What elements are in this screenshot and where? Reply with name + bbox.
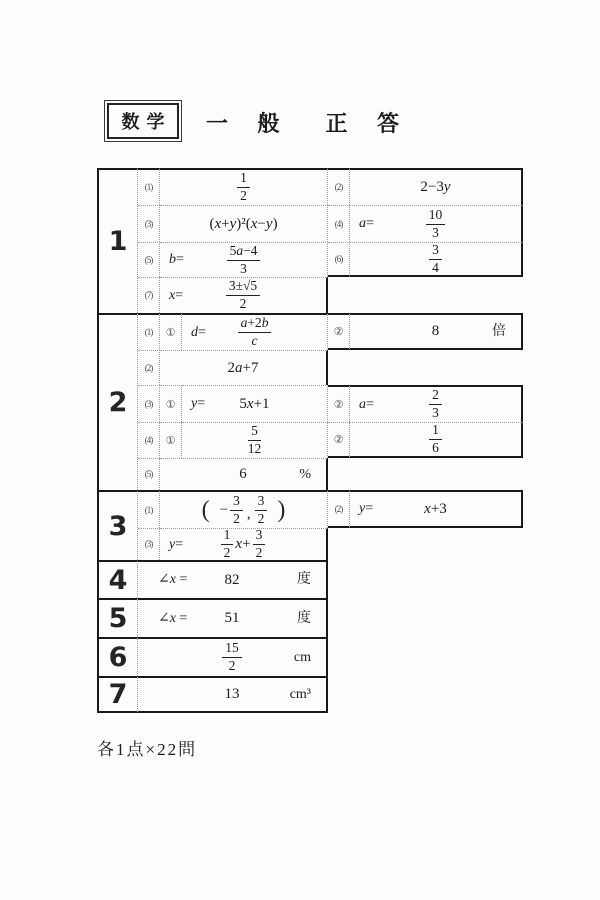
q3-3-frac2-num: 3 xyxy=(253,528,266,545)
q2-1-2-value: 8 xyxy=(431,323,440,339)
q4-value: 82 xyxy=(224,571,240,588)
q2-5-unit: % xyxy=(299,466,311,482)
q3-1-frac1-num: 3 xyxy=(230,494,243,511)
q1-6-no: (6) xyxy=(328,242,350,277)
q1-1-frac-den: 2 xyxy=(240,188,247,203)
q1-7-frac-den: 2 xyxy=(239,296,247,311)
q2-1-2-circled: ② xyxy=(328,313,350,350)
q3-2-no: (2) xyxy=(328,490,350,528)
q2-4-2-answer xyxy=(350,422,523,458)
q2-4-1-frac-num: 5 xyxy=(248,424,261,441)
q3-1-frac2-den: 2 xyxy=(257,510,265,526)
q5-answer xyxy=(138,598,328,637)
q1-4-answer xyxy=(350,205,523,242)
q2-5-no: (5) xyxy=(138,458,160,490)
q3-3-variable: y= xyxy=(169,536,184,552)
q1-7-answer xyxy=(160,277,328,313)
q1-5-variable: b= xyxy=(169,252,184,267)
q1-2-answer xyxy=(350,168,523,205)
q2-3-1-value: 5x+1 xyxy=(239,395,270,412)
q1-4-frac-den: 3 xyxy=(432,224,439,240)
q2-3-2-variable: a= xyxy=(359,396,374,412)
q1-4-frac-num: 10 xyxy=(426,208,446,225)
q2-3-1-variable: y= xyxy=(191,396,206,411)
q2-1-1-frac-den: c xyxy=(251,333,258,348)
q2-2-value: 2a+7 xyxy=(227,359,259,376)
q3-3-frac1-num: 1 xyxy=(221,528,234,545)
section-2-number: 2 xyxy=(97,313,138,490)
section-5-number: 5 xyxy=(97,598,138,637)
q3-2-value: x+3 xyxy=(424,500,447,517)
q3-3-frac1-den: 2 xyxy=(223,545,231,560)
q3-1-close-paren: ) xyxy=(277,497,286,523)
q2-3-2-frac-den: 3 xyxy=(432,405,439,420)
q2-3-2-answer xyxy=(350,385,523,422)
q2-1-1-variable: d= xyxy=(191,324,206,340)
q1-1-no: (1) xyxy=(138,168,160,205)
q2-1-1-circled: ① xyxy=(160,313,182,350)
q1-3-value: (x+y)²(x−y) xyxy=(209,215,278,232)
q7-unit: cm³ xyxy=(289,686,311,702)
q2-3-1-answer xyxy=(182,385,328,422)
q2-4-1-frac-den: 12 xyxy=(247,441,262,456)
q2-1-2-answer xyxy=(350,313,523,350)
q7-answer xyxy=(138,676,328,713)
q1-1-answer xyxy=(160,168,328,205)
q1-5-frac-den: 3 xyxy=(240,260,247,276)
q1-4-variable: a= xyxy=(359,216,374,231)
q3-2-answer xyxy=(350,490,523,528)
q2-4-2-circled: ② xyxy=(328,422,350,458)
q2-4-no: (4) xyxy=(138,422,160,458)
q2-4-1-answer xyxy=(182,422,328,458)
q7-value: 13 xyxy=(224,686,240,702)
section-1-number: 1 xyxy=(97,168,138,313)
subject-label: 数学 xyxy=(107,103,179,139)
q4-answer xyxy=(138,560,328,598)
q4-variable: ∠x = xyxy=(158,572,188,587)
section-7-number: 7 xyxy=(97,676,138,713)
q2-4-2-frac-num: 1 xyxy=(429,423,442,440)
subject-box xyxy=(104,100,182,142)
q3-3-no: (3) xyxy=(138,528,160,560)
q3-1-open-paren: ( xyxy=(201,497,210,523)
q2-3-2-frac-num: 2 xyxy=(429,388,442,405)
q1-7-no: (7) xyxy=(138,277,160,313)
q6-unit: cm xyxy=(293,649,311,665)
q1-6-frac-den: 4 xyxy=(432,259,439,275)
q3-1-no: (1) xyxy=(138,490,160,528)
q2-3-2-circled: ② xyxy=(328,385,350,422)
q1-6-frac-num: 3 xyxy=(429,243,442,260)
q5-value: 51 xyxy=(224,610,240,626)
q3-1-comma: , xyxy=(246,506,251,523)
q2-3-no: (3) xyxy=(138,385,160,422)
q2-1-1-answer xyxy=(182,313,328,350)
scoring-note: 各1点×22問 xyxy=(97,740,198,759)
q1-7-variable: x= xyxy=(169,287,184,303)
q3-1-answer xyxy=(160,490,328,528)
q1-4-no: (4) xyxy=(328,205,350,242)
q1-5-answer xyxy=(160,242,328,277)
q2-1-1-frac-num: a+2b xyxy=(238,316,272,333)
q3-1-frac1-den: 2 xyxy=(233,510,240,526)
q1-5-no: (5) xyxy=(138,242,160,277)
q3-1-minus: − xyxy=(219,501,229,518)
q1-3-no: (3) xyxy=(138,205,160,242)
q1-2-no: (2) xyxy=(328,168,350,205)
q1-1-frac-num: 1 xyxy=(237,171,250,188)
answer-table xyxy=(97,168,523,713)
q2-5-value: 6 xyxy=(239,466,247,482)
section-6-number: 6 xyxy=(97,637,138,676)
q5-unit: 度 xyxy=(297,610,311,626)
q2-1-no: (1) xyxy=(138,313,160,350)
section-3-number: 3 xyxy=(97,490,138,560)
q2-1-2-unit: 倍 xyxy=(492,323,506,339)
q2-3-1-circled: ① xyxy=(160,385,182,422)
q4-unit: 度 xyxy=(297,572,311,587)
q3-2-variable: y= xyxy=(359,501,374,516)
q6-frac-den: 2 xyxy=(228,658,236,673)
q1-5-frac-num: 5a−4 xyxy=(227,244,261,261)
q5-variable: ∠x = xyxy=(158,610,188,626)
q2-2-no: (2) xyxy=(138,350,160,385)
section-4-number: 4 xyxy=(97,560,138,598)
q6-answer xyxy=(138,637,328,676)
q2-2-answer xyxy=(160,350,328,385)
q6-frac-num: 15 xyxy=(222,641,242,658)
q2-4-1-circled: ① xyxy=(160,422,182,458)
q3-3-frac2-den: 2 xyxy=(255,545,263,560)
q1-6-answer xyxy=(350,242,523,277)
q3-3-middle: x+ xyxy=(235,536,251,552)
q2-4-2-frac-den: 6 xyxy=(432,440,439,455)
q1-2-value: 2−3y xyxy=(420,179,451,195)
q1-7-frac-num: 3±√5 xyxy=(226,279,260,296)
q3-1-frac2-num: 3 xyxy=(255,494,268,511)
q2-5-answer xyxy=(160,458,328,490)
q1-3-answer xyxy=(160,205,328,242)
q3-3-answer xyxy=(160,528,328,560)
page-title: 一 般 正 答 xyxy=(206,111,412,136)
